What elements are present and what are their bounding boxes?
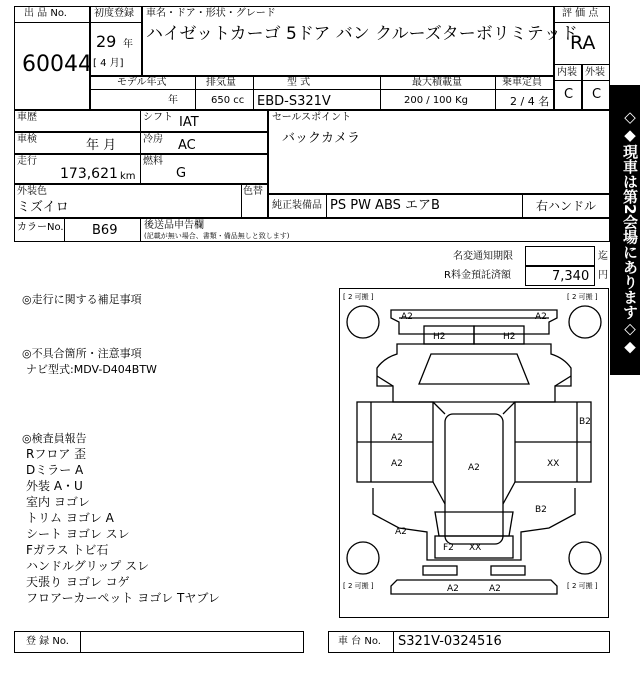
name-change-box <box>525 246 595 266</box>
row-history <box>14 110 268 132</box>
first-reg-month: [ 4 月] <box>93 58 124 69</box>
handle-value: 右ハンドル <box>536 199 597 213</box>
mark-a2-front: A2 <box>395 527 407 537</box>
color-no-value: B69 <box>92 223 118 238</box>
chassis-label: 車 台 No. <box>338 636 381 647</box>
color-sub-div <box>241 184 242 218</box>
recycle-unit: 円 <box>598 270 608 281</box>
shift-label: シフト <box>143 112 173 123</box>
handle-div <box>522 194 523 218</box>
fuel-value: G <box>176 166 187 181</box>
mileage-unit: km <box>120 171 136 182</box>
mileage-value: 173,621 <box>60 166 118 182</box>
wheel-front-right <box>569 542 601 574</box>
inspector-item: シート ヨゴレ スレ <box>26 527 130 541</box>
interior-label: 内装 <box>557 67 577 78</box>
mileage-label: 走行 <box>17 156 37 167</box>
spec-div-4 <box>495 76 496 110</box>
displacement-label: 排気量 <box>206 77 236 88</box>
spec-div-2 <box>253 76 254 110</box>
inspector-list <box>26 448 220 608</box>
inspector-item: フロアーカーペット ヨゴレ Tヤブレ <box>26 591 220 605</box>
defect-item: ナビ型式:MDV-D404BTW <box>26 363 157 376</box>
inspector-title: ◎検査員報告 <box>22 432 87 445</box>
headlight-left <box>423 566 457 575</box>
recycle-value: 7,340 <box>552 269 590 284</box>
reg-label: 登 録 No. <box>26 636 69 647</box>
color-sub-label: 色替 <box>243 186 263 197</box>
chassis-value: S321V-0324516 <box>398 634 502 649</box>
grade-value: RA <box>570 32 596 54</box>
sales-value: バックカメラ <box>282 131 361 146</box>
windshield <box>435 512 513 536</box>
mark-center: A2 <box>468 463 480 473</box>
tag-top-left: [ 2 可搬 ] <box>343 293 374 301</box>
row-inspection <box>14 132 268 154</box>
inspection-value: 年 月 <box>86 138 117 153</box>
mark-f2: F2 <box>443 543 454 553</box>
wheel-rear-right <box>569 306 601 338</box>
rear-body <box>377 344 571 402</box>
lot-label: 出 品 No. <box>24 8 67 19</box>
model-year-label: モデル年式 <box>117 77 167 88</box>
tag-top-right: [ 2 可搬 ] <box>567 293 598 301</box>
running-title: ◎走行に関する補足事項 <box>22 293 142 306</box>
color-no-label: カラーNo. <box>17 222 64 233</box>
grade-sub-divider <box>554 80 610 81</box>
car-name-label: 車名・ドア・形状・グレード <box>146 8 276 19</box>
type-label: 型 式 <box>287 77 311 88</box>
load-value: 200 / 100 Kg <box>404 95 468 106</box>
ac-value: AC <box>178 138 196 153</box>
first-reg-label: 初度登録 <box>94 8 134 19</box>
exterior-label: 外装 <box>585 67 605 78</box>
equip-label: 純正装備品 <box>272 200 322 211</box>
mark-left-lower: A2 <box>391 459 403 469</box>
rear-window <box>419 354 529 384</box>
equip-div <box>326 194 327 218</box>
reg-label-div <box>80 631 81 653</box>
mark-b2-lower: B2 <box>535 505 547 515</box>
inspector-item: 天張り ヨゴレ コゲ <box>26 575 130 589</box>
color-value: ミズイロ <box>17 200 69 215</box>
aftermarket-note: (記載が無い場合、書類・備品無しと致します) <box>144 232 290 240</box>
inspector-item: 外装 A・U <box>26 479 83 493</box>
mark-front-xx: XX <box>469 543 482 553</box>
mark-bottom-l: A2 <box>447 584 459 594</box>
chassis-label-div <box>393 631 394 653</box>
displacement-value: 650 cc <box>211 95 245 106</box>
color-no-div-1 <box>64 218 65 242</box>
load-label: 最大積載量 <box>412 77 462 88</box>
row-mileage <box>14 154 268 184</box>
interior-value: C <box>564 87 574 102</box>
spec-div-3 <box>380 76 381 110</box>
mark-b2-upper: B2 <box>579 417 591 427</box>
mark-bottom-r: A2 <box>489 584 501 594</box>
grade-label: 評 価 点 <box>562 8 599 19</box>
headlight-right <box>491 566 525 575</box>
roof-panel <box>445 414 503 544</box>
exterior-value: C <box>592 87 602 102</box>
tag-bottom-left: [ 2 可搬 ] <box>343 582 374 590</box>
color-label: 外装色 <box>17 186 47 197</box>
model-year-unit: 年 <box>168 95 178 106</box>
front-bumper <box>391 580 557 594</box>
car-diagram <box>339 288 609 618</box>
mark-h2-r: H2 <box>503 332 516 342</box>
tag-bottom-right: [ 2 可搬 ] <box>567 582 598 590</box>
color-no-div-2 <box>140 218 141 242</box>
venue-banner: ◇◆現車は第2会場にあります◇◆ <box>610 85 640 375</box>
capacity-label: 乗車定員 <box>502 77 542 88</box>
type-value: EBD-S321V <box>257 94 331 109</box>
aftermarket-label: 後送品申告欄 <box>144 220 204 231</box>
inspector-item: 室内 ヨゴレ <box>26 495 90 509</box>
name-change-label: 名変通知期限 <box>453 251 513 262</box>
left-mid-div <box>140 110 141 184</box>
mark-roof-rail-l: A2 <box>401 312 413 322</box>
mark-right-xx: XX <box>547 459 560 469</box>
name-change-unit: 迄 <box>598 251 608 262</box>
wheel-rear-left <box>347 306 379 338</box>
history-label: 車歴 <box>17 112 37 123</box>
car-name: ハイゼットカーゴ 5ドア バン クルーズターボリミテッド <box>146 24 578 44</box>
inspector-item: Rフロア 歪 <box>26 447 87 461</box>
rear-door-right <box>474 326 524 344</box>
inspector-item: ハンドルグリップ スレ <box>26 559 150 573</box>
spec-div-1 <box>195 76 196 110</box>
defects-title: ◎不具合箇所・注意事項 <box>22 347 142 360</box>
mark-roof-rail-r: A2 <box>535 312 547 322</box>
first-reg-year: 29 <box>96 32 117 51</box>
mark-h2-l: H2 <box>433 332 446 342</box>
ac-label: 冷房 <box>143 134 163 145</box>
inspector-item: Fガラス トビ石 <box>26 543 109 557</box>
equip-value: PS PW ABS エアB <box>330 198 440 213</box>
shift-value: IAT <box>179 115 199 130</box>
recycle-label: R料金預託済額 <box>444 270 511 281</box>
year-unit: 年 <box>123 39 133 50</box>
inspection-label: 車検 <box>17 134 37 145</box>
wheel-front-left <box>347 542 379 574</box>
sales-label: セールスポイント <box>272 112 352 123</box>
capacity-value: 2 / 4 名 <box>510 95 550 108</box>
fuel-label: 燃料 <box>143 156 163 167</box>
mark-left-upper: A2 <box>391 433 403 443</box>
inspector-item: Dミラー A <box>26 463 84 477</box>
lot-number: 60044 <box>22 52 92 77</box>
inspector-item: トリム ヨゴレ A <box>26 511 114 525</box>
rear-door-left <box>424 326 474 344</box>
